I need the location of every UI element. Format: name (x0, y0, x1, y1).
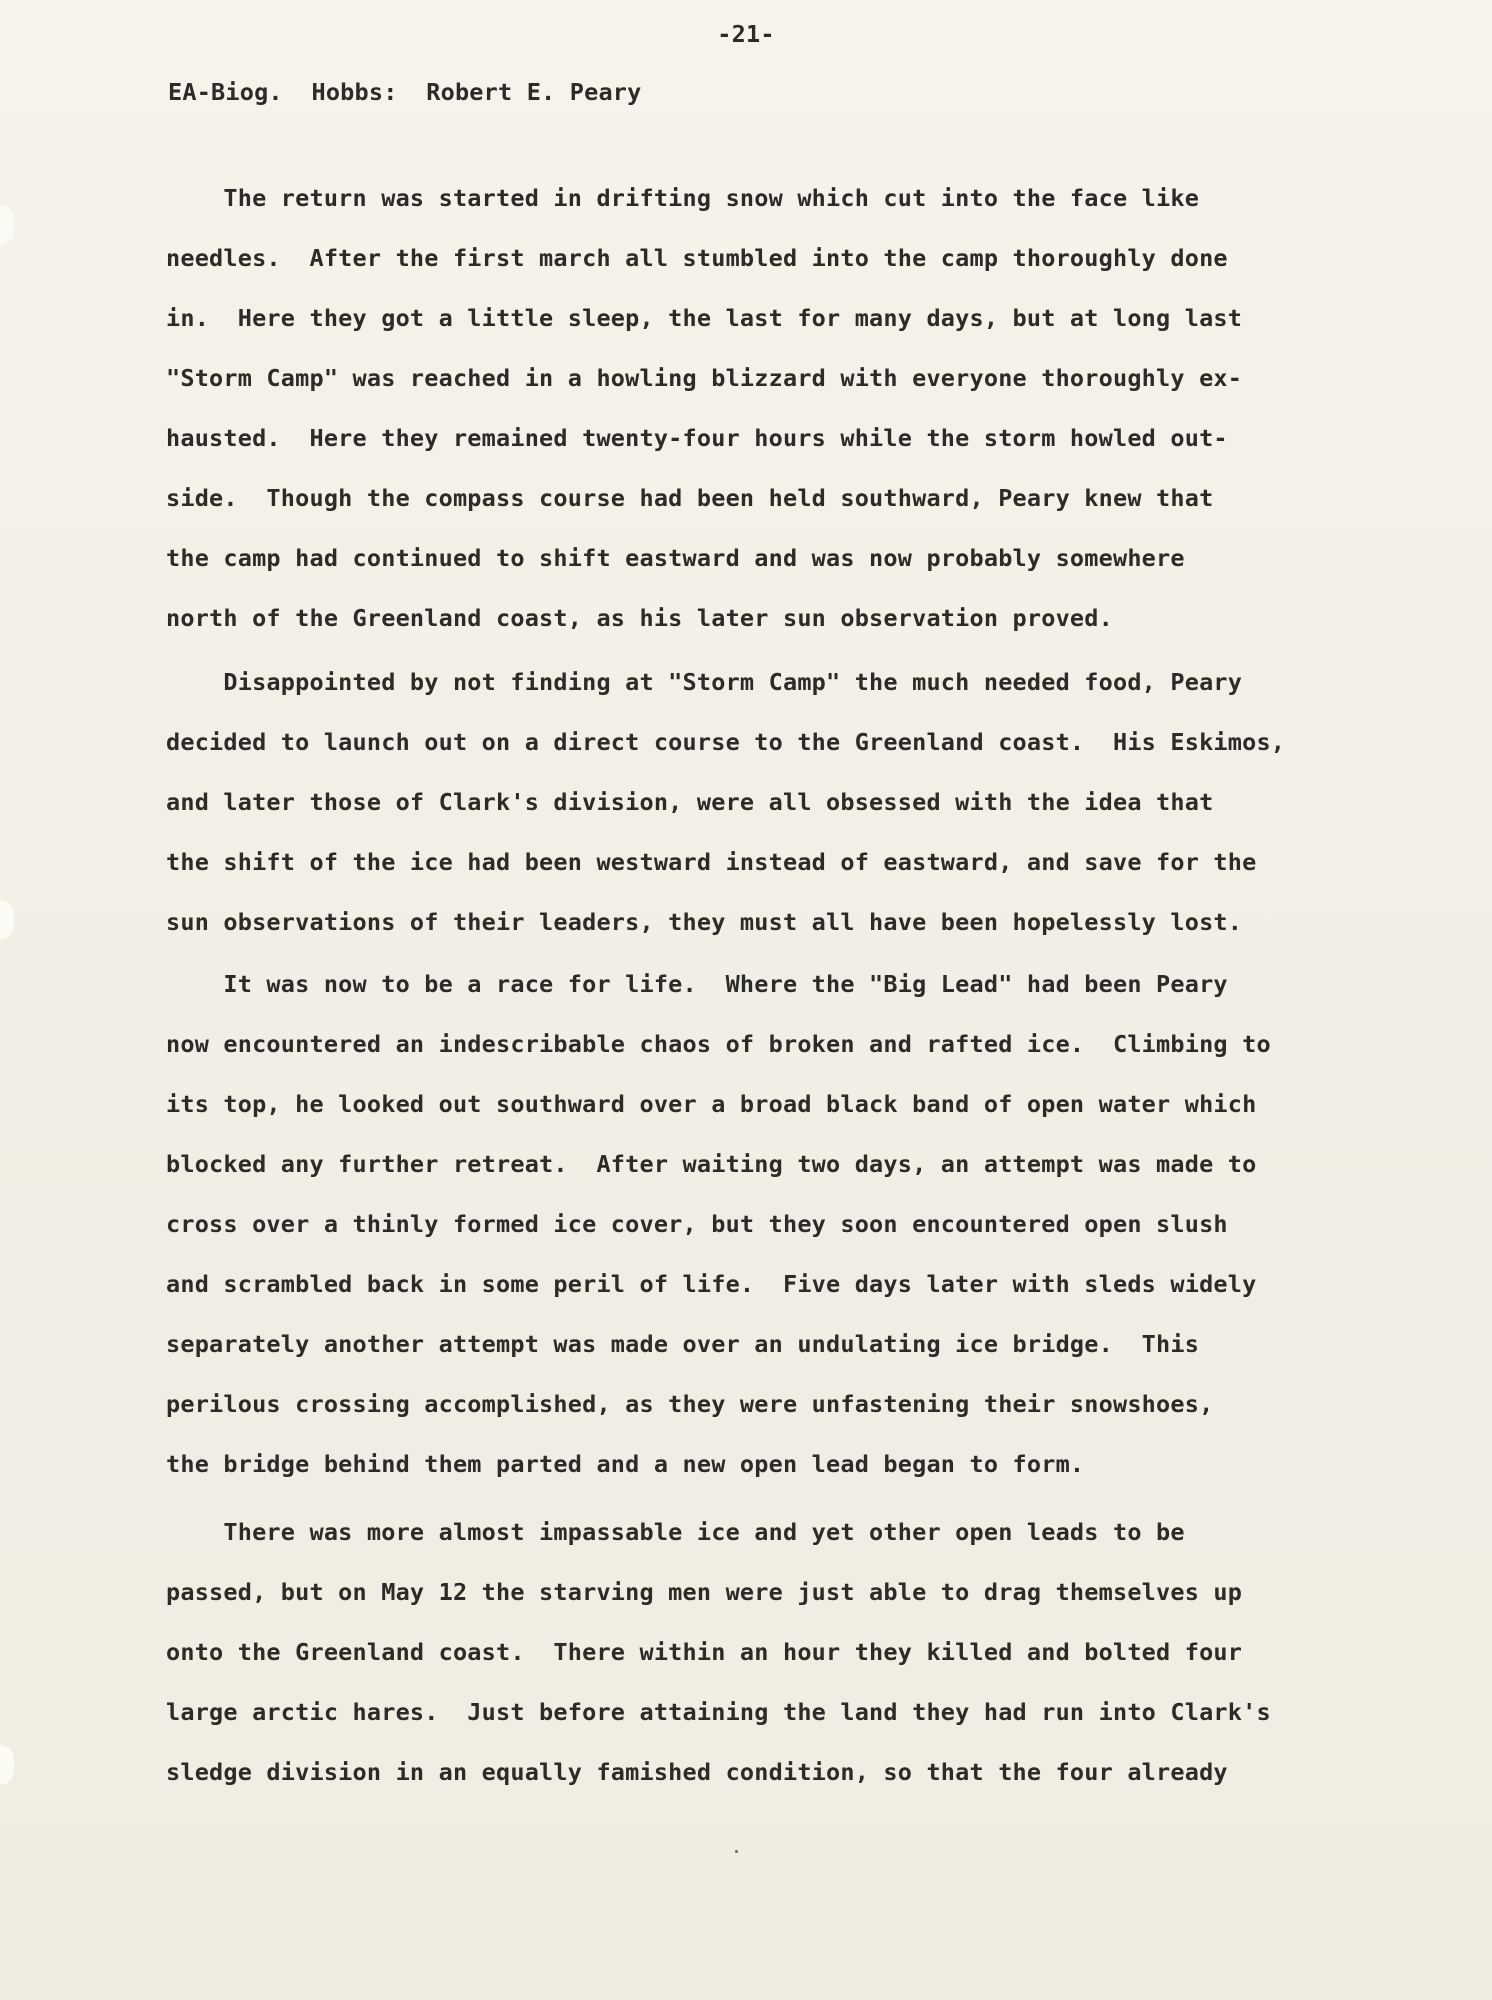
text-line: blocked any further retreat. After waiting two days, an attempt was made to (166, 1150, 1257, 1178)
punch-hole (0, 1745, 14, 1785)
text-line: and scrambled back in some peril of life. Five days later with sleds widely (166, 1270, 1257, 1298)
text-line: passed, but on May 12 the starving men were just able to drag themselves up (166, 1578, 1243, 1606)
text-line: The return was started in drifting snow which cut into the face like (166, 184, 1200, 212)
text-line: the bridge behind them parted and a new open lead began to form. (166, 1450, 1085, 1478)
text-line: its top, he looked out southward over a broad black band of open water which (166, 1090, 1257, 1118)
text-line: large arctic hares. Just before attaining the land they had run into Clark's (166, 1698, 1271, 1726)
text-line: now encountered an indescribable chaos of broken and rafted ice. Climbing to (166, 1030, 1271, 1058)
text-line: side. Though the compass course had been held southward, Peary knew that (166, 484, 1214, 512)
text-line: Disappointed by not finding at "Storm Camp" the much needed food, Peary (166, 668, 1243, 696)
ink-speck (735, 1850, 738, 1853)
text-line: cross over a thinly formed ice cover, but they soon encountered open slush (166, 1210, 1228, 1238)
text-line: "Storm Camp" was reached in a howling blizzard with everyone thoroughly ex- (166, 364, 1243, 392)
text-line: sun observations of their leaders, they must all have been hopelessly lost. (166, 908, 1243, 936)
text-line: There was more almost impassable ice and yet other open leads to be (166, 1518, 1185, 1546)
text-line: and later those of Clark's division, were all obsessed with the idea that (166, 788, 1214, 816)
text-line: decided to launch out on a direct course to the Greenland coast. His Eskimos, (166, 728, 1286, 756)
text-line: needles. After the first march all stumbled into the camp thoroughly done (166, 244, 1228, 272)
text-line: perilous crossing accomplished, as they were unfastening their snowshoes, (166, 1390, 1214, 1418)
text-line: in. Here they got a little sleep, the last for many days, but at long last (166, 304, 1243, 332)
text-line: north of the Greenland coast, as his later sun observation proved. (166, 604, 1113, 632)
text-line: onto the Greenland coast. There within an hour they killed and bolted four (166, 1638, 1243, 1666)
text-line: separately another attempt was made over an undulating ice bridge. This (166, 1330, 1200, 1358)
text-line: sledge division in an equally famished condition, so that the four already (166, 1758, 1228, 1786)
text-line: It was now to be a race for life. Where the "Big Lead" had been Peary (166, 970, 1228, 998)
punch-hole (0, 900, 14, 940)
text-line: the camp had continued to shift eastward and was now probably somewhere (166, 544, 1185, 572)
page-number: -21- (717, 20, 775, 48)
punch-hole (0, 205, 14, 245)
text-line: hausted. Here they remained twenty-four hours while the storm howled out- (166, 424, 1228, 452)
text-line: the shift of the ice had been westward instead of eastward, and save for the (166, 848, 1257, 876)
document-header: EA-Biog. Hobbs: Robert E. Peary (168, 78, 642, 106)
